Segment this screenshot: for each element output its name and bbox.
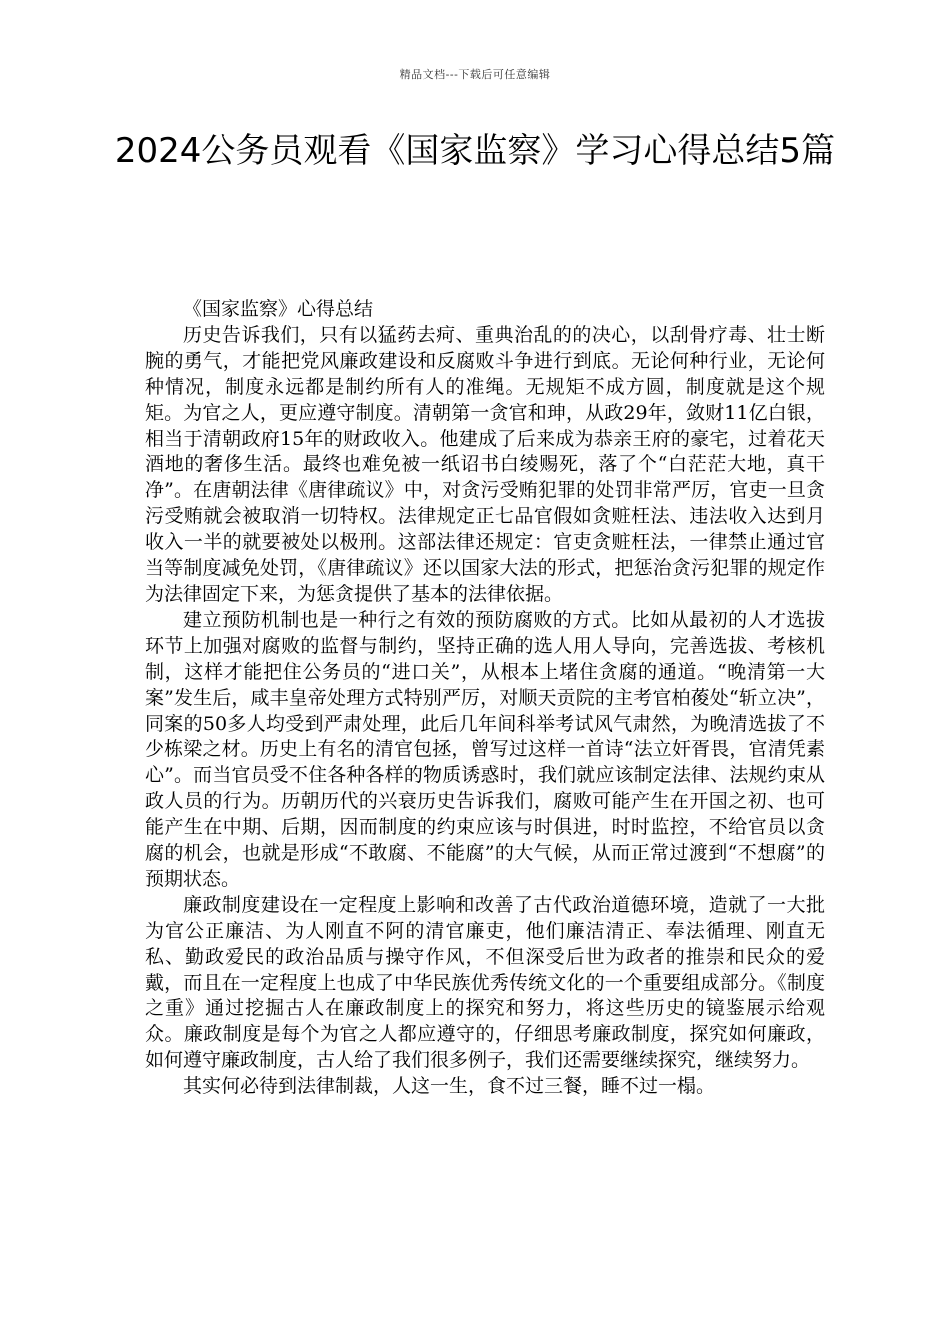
header-note: 精品文档---下载后可任意编辑	[399, 68, 551, 81]
paragraph-1: 历史告诉我们，只有以猛药去疴、重典治乱的的决心，以刮骨疗毒、壮士断腕的勇气，才能把党风廉政建设和反腐败斗争进行到底。无论何种行业，无论何种情况，制度永远都是制约所有人的准绳。无规矩不成方圆，制度就是这个规矩。为官之人，更应遵守制度。清朝第一贪官和珅，从政29年，敛财11亿白银，相当于清朝政府15年的财政收入。他建成了后来成为恭亲王府的豪宅，过着花天酒地的奢侈生活。最终也难免被一纸诏书白绫赐死，落了个“白茫茫大地，真干净”。在唐朝法律《唐律疏议》中，对贪污受贿犯罪的处罚非常严厉，官吏一旦贪污受贿就会被取消一切特权。法律规定正七品官假如贪赃枉法、违法收入达到月收入一半的就要被处以极刑。这部法律还规定：官吏贪赃枉法，一律禁止通过官当等制度减免处罚，《唐律疏议》还以国家大法的形式，把惩治贪污犯罪的规定作为法律固定下来，为惩贪提供了基本的法律依据。	[145, 323, 825, 605]
document-title: 2024公务员观看《国家监察》学习心得总结5篇	[114, 131, 836, 171]
paragraph-4: 其实何必待到法律制裁，人这一生，食不过三餐，睡不过一榻。	[183, 1075, 716, 1098]
document-body	[145, 297, 825, 1100]
section-heading: 《国家监察》心得总结	[183, 298, 374, 320]
paragraph-3: 廉政制度建设在一定程度上影响和改善了古代政治道德环境，造就了一大批为官公正廉洁、为人刚直不阿的清官廉吏，他们廉洁清正、奉法循理、刚直无私、勤政爱民的政治品质与操守作风，不但深受后世为政者的推崇和民众的爱戴，而且在一定程度上也成了中华民族优秀传统文化的一个重要组成部分。《制度之重》通过挖掘古人在廉政制度上的探究和努力，将这些历史的镜鉴展示给观众。廉政制度是每个为官之人都应遵守的，仔细思考廉政制度，探究如何廉政，如何遵守廉政制度，古人给了我们很多例子，我们还需要继续探究，继续努力。	[145, 893, 825, 1072]
paragraph-2: 建立预防机制也是一种行之有效的预防腐败的方式。比如从最初的人才选拔环节上加强对腐败的监督与制约，坚持正确的选人用人导向，完善选拔、考核机制，这样才能把住公务员的“进口关”，从根本上堵住贪腐的通道。“晚清第一大案”发生后，咸丰皇帝处理方式特别严厉，对顺天贡院的主考官柏葰处“斩立决”，同案的50多人均受到严肃处理，此后几年间科举考试风气肃然，为晚清选拔了不少栋梁之材。历史上有名的清官包拯，曾写过这样一首诗“法立奸胥畏，官清凭素心”。而当官员受不住各种各样的物质诱惑时，我们就应该制定法律、法规约束从政人员的行为。历朝历代的兴衰历史告诉我们，腐败可能产生在开国之初、也可能产生在中期、后期，因而制度的约束应该与时俱进，时时监控，不给官员以贪腐的机会，也就是形成“不敢腐、不能腐”的大气候，从而正常过渡到“不想腐”的预期状态。	[145, 608, 825, 890]
